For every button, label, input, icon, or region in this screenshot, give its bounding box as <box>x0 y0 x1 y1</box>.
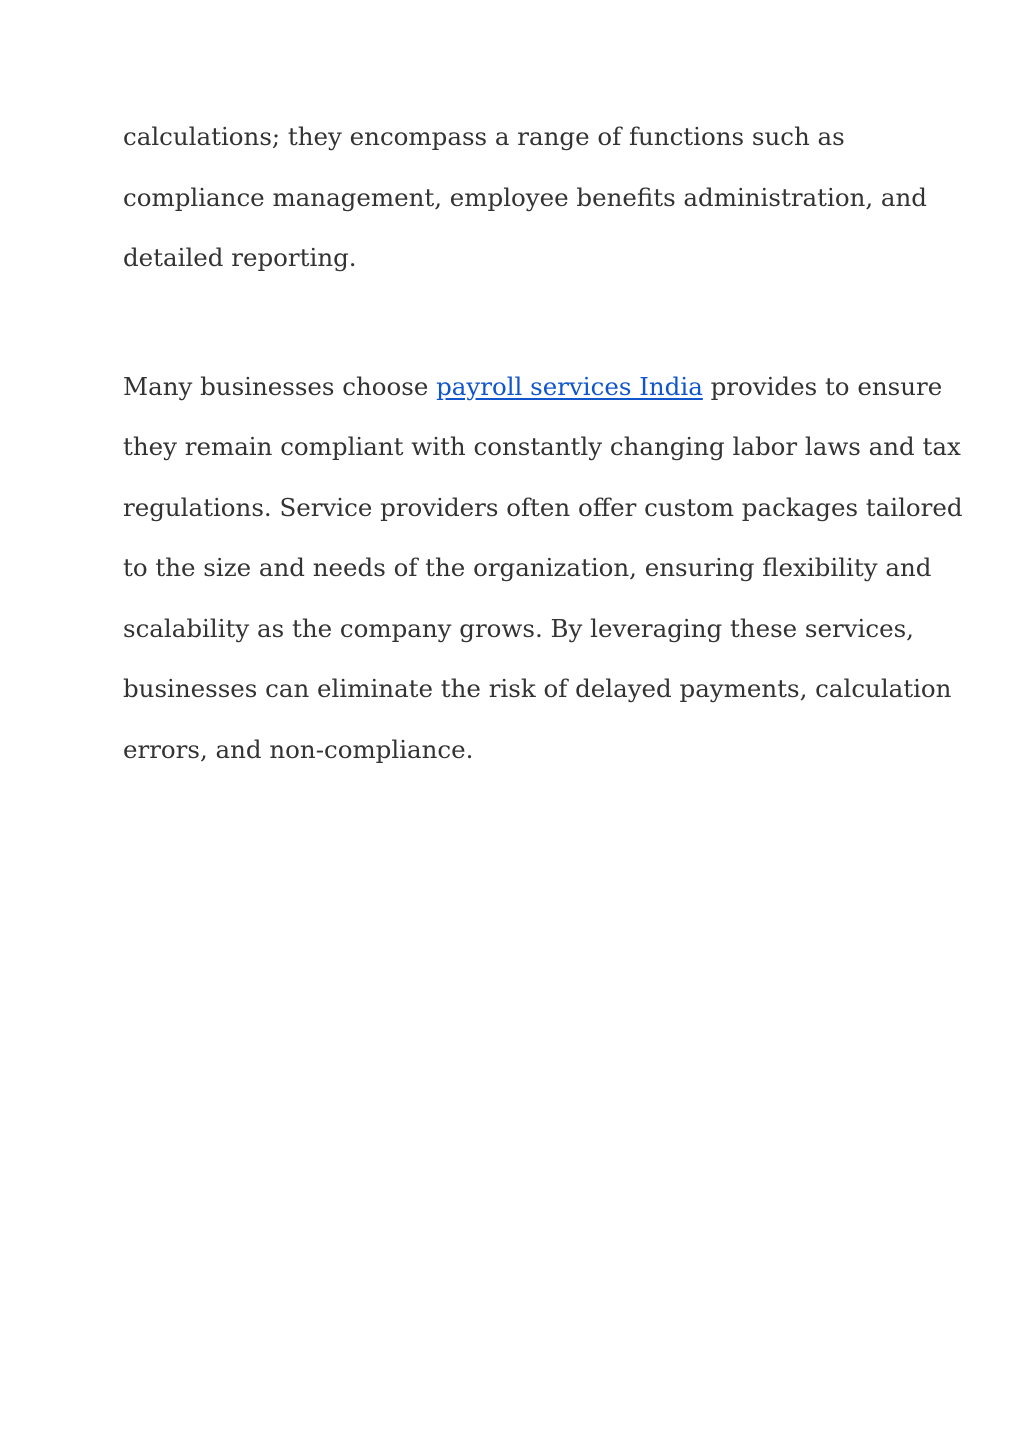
text-line: businesses can eliminate the risk of delayed payments, calculation <box>123 674 952 703</box>
text-line: errors, and non-compliance. <box>123 734 474 764</box>
text-line: they remain compliant with constantly changing labor laws and tax <box>123 432 961 461</box>
text-line: compliance management, employee benefits administration, and <box>123 182 927 212</box>
text-segment-before-link: Many businesses choose <box>123 371 437 401</box>
text-line: to the size and needs of the organization, ensuring flexibility and <box>123 553 932 582</box>
text-line-with-link <box>123 357 943 418</box>
text-line: calculations; they encompass a range of functions such as <box>123 122 845 151</box>
paragraph-1 <box>123 107 927 289</box>
payroll-services-india-link[interactable]: payroll services India <box>436 371 703 401</box>
text-line: detailed reporting. <box>123 243 357 272</box>
text-line: scalability as the company grows. By leveraging these services, <box>123 613 914 643</box>
text-line: regulations. Service providers often offer custom packages tailored <box>123 492 963 522</box>
paragraph-2 <box>123 357 963 781</box>
text-segment-after-link: provides to ensure <box>702 371 943 401</box>
